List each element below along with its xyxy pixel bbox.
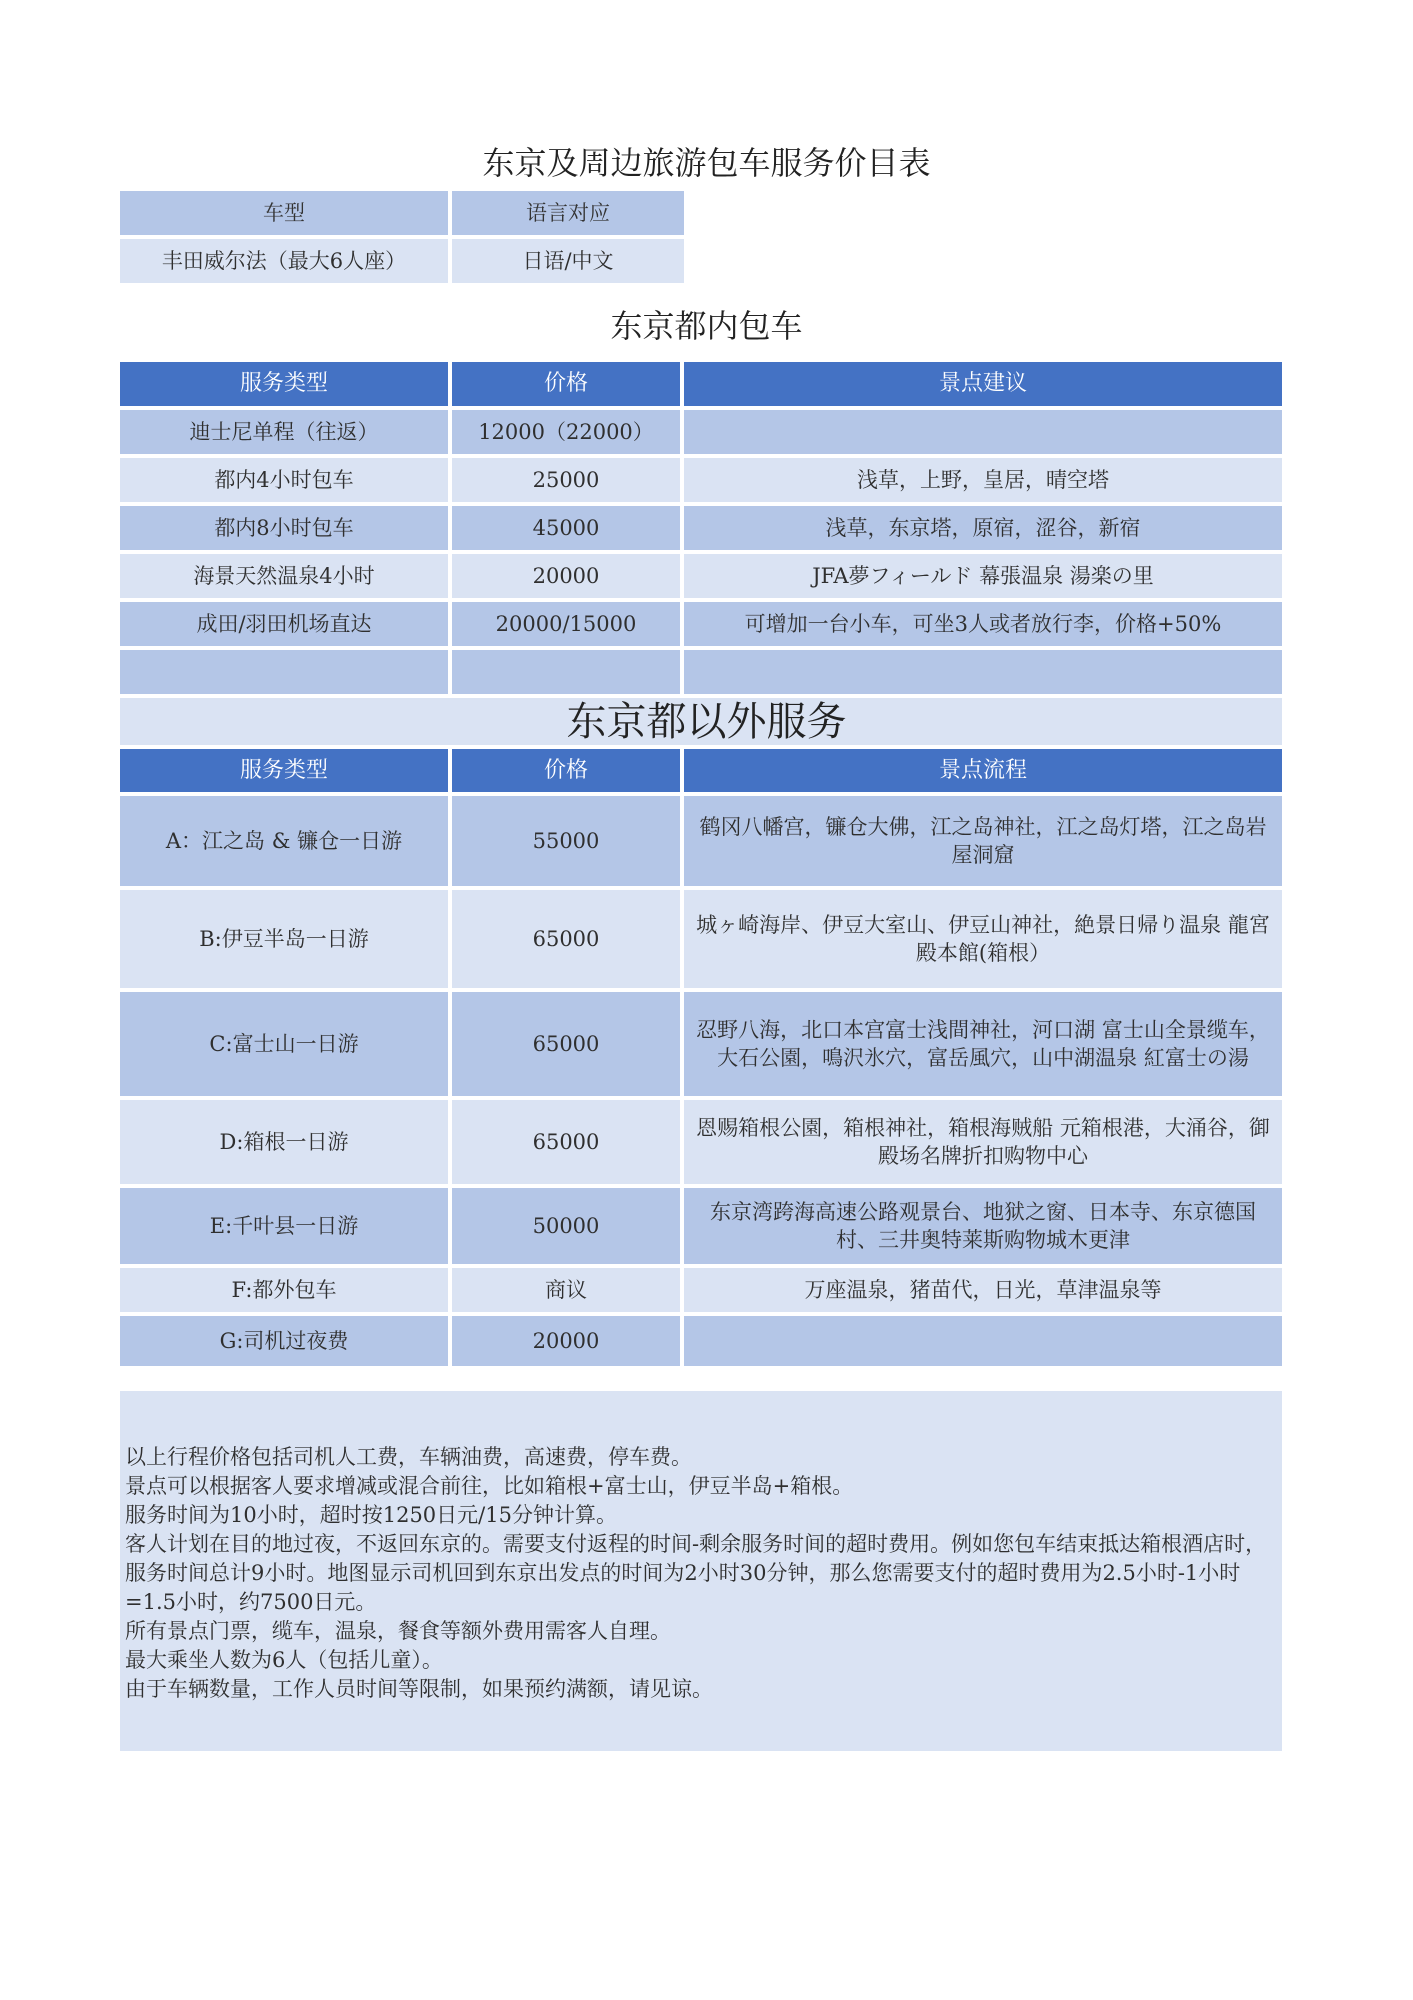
note-line: 所有景点门票，缆车，温泉，餐食等额外费用需客人自理。 — [125, 1619, 671, 1643]
route-cell — [684, 1316, 1282, 1366]
table-row — [120, 992, 1282, 1096]
vehicle-type: 丰田威尔法（最大6人座） — [120, 239, 448, 283]
service-cell — [120, 650, 448, 694]
price-cell — [452, 650, 680, 694]
spots-cell: JFA夢フィールド 幕張温泉 湯楽の里 — [684, 554, 1282, 598]
note-line: 由于车辆数量，工作人员时间等限制，如果预约满额，请见谅。 — [125, 1677, 713, 1701]
notes-panel — [120, 1391, 1282, 1751]
service-cell: B:伊豆半岛一日游 — [120, 890, 448, 988]
route-cell: 鹤冈八幡宫，镰仓大佛，江之岛神社，江之岛灯塔，江之岛岩屋洞窟 — [684, 796, 1282, 886]
spots-cell: 浅草，东京塔，原宿，涩谷，新宿 — [684, 506, 1282, 550]
table-row — [120, 458, 1282, 502]
tokyo-section-title: 东京都内包车 — [610, 307, 803, 345]
notes-text — [125, 1443, 1275, 1704]
service-cell: C:富士山一日游 — [120, 992, 448, 1096]
table-row — [120, 554, 1282, 598]
spots-cell — [684, 650, 1282, 694]
table-row — [120, 1316, 1282, 1366]
table-row — [120, 1100, 1282, 1184]
route-cell: 忍野八海，北口本宫富士浅間神社，河口湖 富士山全景缆车，大石公園，鳴沢氷穴，富岳風穴，山中湖温泉 紅富士の湯 — [684, 992, 1282, 1096]
vehicle-header-row — [120, 191, 684, 235]
spots-cell: 可增加一台小车，可坐3人或者放行李，价格+50% — [684, 602, 1282, 646]
table-row — [120, 890, 1282, 988]
tokyo-header-service: 服务类型 — [120, 362, 448, 406]
route-cell: 万座温泉，猪苗代，日光，草津温泉等 — [684, 1268, 1282, 1312]
tokyo-header-row — [120, 362, 1282, 406]
service-cell: 迪士尼单程（往返） — [120, 410, 448, 454]
vehicle-row — [120, 239, 684, 283]
vehicle-language: 日语/中文 — [452, 239, 684, 283]
table-row — [120, 1188, 1282, 1264]
outside-section-title: 东京都以外服务 — [566, 699, 847, 745]
price-cell: 65000 — [452, 992, 680, 1096]
outside-header-price: 价格 — [452, 749, 680, 792]
tokyo-table — [116, 358, 1286, 698]
service-cell: 都内8小时包车 — [120, 506, 448, 550]
price-cell: 50000 — [452, 1188, 680, 1264]
service-cell: E:千叶县一日游 — [120, 1188, 448, 1264]
service-cell: G:司机过夜费 — [120, 1316, 448, 1366]
outside-header-route: 景点流程 — [684, 749, 1282, 792]
service-cell: 成田/羽田机场直达 — [120, 602, 448, 646]
price-cell: 45000 — [452, 506, 680, 550]
note-line: 服务时间为10小时，超时按1250日元/15分钟计算。 — [125, 1503, 617, 1527]
route-cell: 城ヶ崎海岸、伊豆大室山、伊豆山神社，絶景日帰り温泉 龍宮殿本館(箱根） — [684, 890, 1282, 988]
table-row — [120, 1268, 1282, 1312]
table-row — [120, 410, 1282, 454]
price-cell: 55000 — [452, 796, 680, 886]
page-title: 东京及周边旅游包车服务价目表 — [482, 144, 931, 182]
price-cell: 商议 — [452, 1268, 680, 1312]
price-cell: 25000 — [452, 458, 680, 502]
outside-header-row — [120, 749, 1282, 792]
price-cell: 12000（22000） — [452, 410, 680, 454]
note-line: 以上行程价格包括司机人工费，车辆油费，高速费，停车费。 — [125, 1445, 692, 1469]
price-cell: 20000/15000 — [452, 602, 680, 646]
note-line: 最大乘坐人数为6人（包括儿童）。 — [125, 1648, 443, 1672]
note-line: 客人计划在目的地过夜，不返回东京的。需要支付返程的时间-剩余服务时间的超时费用。例如您包车结束抵达箱根酒店时，服务时间总计9小时。地图显示司机回到东京出发点的时间为2小时30分钟，那么您需要支付的超时费用为2.5小时-1小时=1.5小时，约7500日元。 — [125, 1532, 1267, 1614]
spots-cell — [684, 410, 1282, 454]
vehicle-header-type: 车型 — [120, 191, 448, 235]
price-cell: 20000 — [452, 1316, 680, 1366]
service-cell: D:箱根一日游 — [120, 1100, 448, 1184]
table-row — [120, 602, 1282, 646]
table-row — [120, 650, 1282, 694]
outside-table — [116, 745, 1286, 1370]
service-cell: 海景天然温泉4小时 — [120, 554, 448, 598]
price-cell: 20000 — [452, 554, 680, 598]
service-cell: F:都外包车 — [120, 1268, 448, 1312]
price-cell: 65000 — [452, 1100, 680, 1184]
route-cell: 东京湾跨海高速公路观景台、地狱之窗、日本寺、东京德国村、三井奥特莱斯购物城木更津 — [684, 1188, 1282, 1264]
vehicle-table — [116, 187, 688, 287]
tokyo-header-spots: 景点建议 — [684, 362, 1282, 406]
route-cell: 恩赐箱根公園，箱根神社，箱根海贼船 元箱根港，大涌谷，御殿场名牌折扣购物中心 — [684, 1100, 1282, 1184]
price-cell: 65000 — [452, 890, 680, 988]
vehicle-header-language: 语言对应 — [452, 191, 684, 235]
table-row — [120, 796, 1282, 886]
table-row — [120, 506, 1282, 550]
service-cell: A：江之岛 & 镰仓一日游 — [120, 796, 448, 886]
outside-header-service: 服务类型 — [120, 749, 448, 792]
note-line: 景点可以根据客人要求增减或混合前往，比如箱根+富士山，伊豆半岛+箱根。 — [125, 1474, 854, 1498]
service-cell: 都内4小时包车 — [120, 458, 448, 502]
spots-cell: 浅草，上野，皇居，晴空塔 — [684, 458, 1282, 502]
tokyo-header-price: 价格 — [452, 362, 680, 406]
